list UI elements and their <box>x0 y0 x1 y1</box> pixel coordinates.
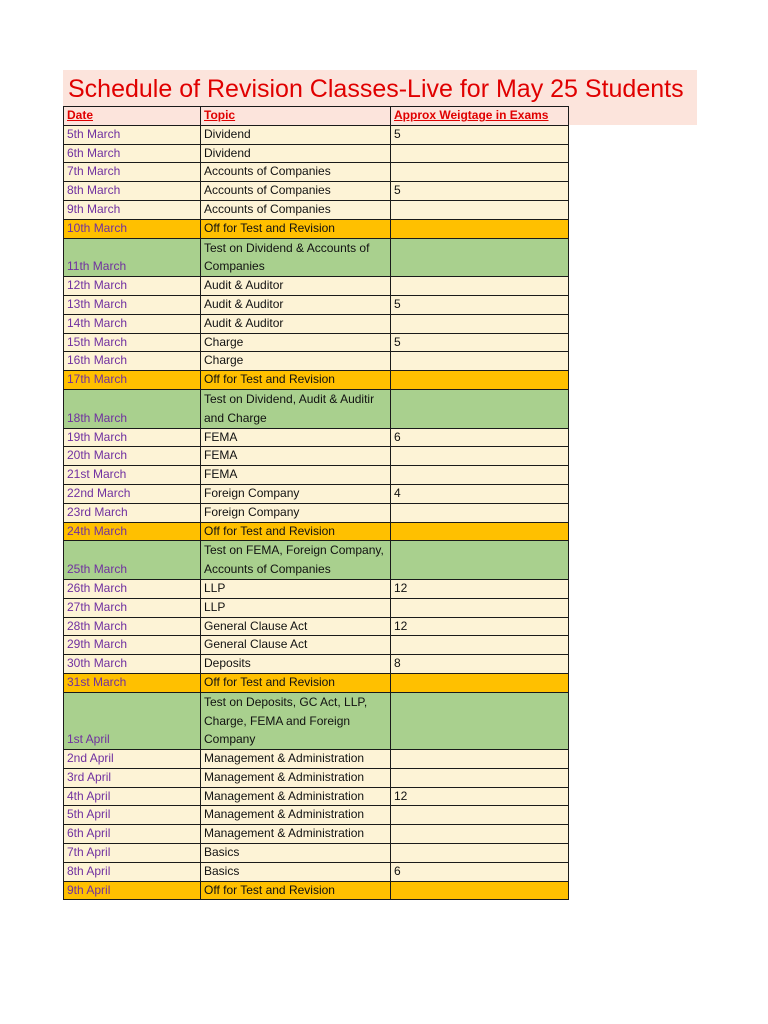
date-cell[interactable]: 30th March <box>64 655 201 674</box>
weightage-cell[interactable] <box>391 200 569 219</box>
topic-cell[interactable]: General Clause Act <box>201 636 391 655</box>
schedule-table <box>63 106 569 900</box>
table-row <box>64 144 569 163</box>
weightage-cell[interactable] <box>391 371 569 390</box>
weightage-cell[interactable] <box>391 768 569 787</box>
date-cell[interactable]: 6th April <box>64 825 201 844</box>
date-cell[interactable]: 4th April <box>64 787 201 806</box>
topic-cell[interactable]: Test on FEMA, Foreign Company, Accounts of Companies <box>201 541 391 580</box>
date-cell[interactable]: 24th March <box>64 522 201 541</box>
topic-cell[interactable]: Deposits <box>201 655 391 674</box>
weightage-cell[interactable] <box>391 447 569 466</box>
date-cell[interactable]: 7th April <box>64 844 201 863</box>
table-row <box>64 200 569 219</box>
table-row <box>64 447 569 466</box>
topic-cell[interactable]: LLP <box>201 579 391 598</box>
date-cell[interactable]: 15th March <box>64 333 201 352</box>
date-cell[interactable]: 8th April <box>64 862 201 881</box>
table-row <box>64 862 569 881</box>
table-row <box>64 673 569 692</box>
date-cell[interactable]: 31st March <box>64 673 201 692</box>
date-cell[interactable]: 22nd March <box>64 484 201 503</box>
weightage-cell[interactable] <box>391 238 569 277</box>
weightage-cell[interactable] <box>391 692 569 749</box>
weightage-cell[interactable] <box>391 750 569 769</box>
topic-cell[interactable]: Test on Dividend, Audit & Auditir and Charge <box>201 389 391 428</box>
date-cell[interactable]: 9th March <box>64 200 201 219</box>
topic-cell[interactable]: FEMA <box>201 466 391 485</box>
table-row <box>64 314 569 333</box>
table-row <box>64 333 569 352</box>
topic-cell[interactable]: Management & Administration <box>201 750 391 769</box>
topic-cell[interactable]: Foreign Company <box>201 503 391 522</box>
schedule-body <box>64 125 569 900</box>
topic-cell[interactable]: Basics <box>201 844 391 863</box>
table-row <box>64 579 569 598</box>
date-cell[interactable]: 12th March <box>64 277 201 296</box>
table-row <box>64 163 569 182</box>
table-row <box>64 806 569 825</box>
topic-cell[interactable]: Test on Dividend & Accounts of Companies <box>201 238 391 277</box>
table-row <box>64 825 569 844</box>
weightage-column-header[interactable]: Approx Weigtage in Exams <box>391 107 569 126</box>
weightage-cell[interactable] <box>391 352 569 371</box>
topic-cell[interactable]: Accounts of Companies <box>201 182 391 201</box>
weightage-cell[interactable] <box>391 881 569 900</box>
date-cell[interactable]: 13th March <box>64 295 201 314</box>
date-cell[interactable]: 25th March <box>64 541 201 580</box>
date-cell[interactable]: 16th March <box>64 352 201 371</box>
date-cell[interactable]: 17th March <box>64 371 201 390</box>
date-cell[interactable]: 11th March <box>64 238 201 277</box>
date-cell[interactable]: 5th April <box>64 806 201 825</box>
table-row <box>64 881 569 900</box>
page-title: Schedule of Revision Classes-Live for May 25 Students <box>68 75 684 103</box>
table-row <box>64 768 569 787</box>
topic-cell[interactable]: Charge <box>201 333 391 352</box>
date-cell[interactable]: 1st April <box>64 692 201 749</box>
date-cell[interactable]: 19th March <box>64 428 201 447</box>
weightage-cell[interactable]: 12 <box>391 787 569 806</box>
weightage-cell[interactable] <box>391 806 569 825</box>
date-cell[interactable]: 6th March <box>64 144 201 163</box>
date-cell[interactable]: 29th March <box>64 636 201 655</box>
weightage-cell[interactable] <box>391 277 569 296</box>
table-row <box>64 277 569 296</box>
topic-cell[interactable]: Off for Test and Revision <box>201 522 391 541</box>
table-row <box>64 844 569 863</box>
topic-cell[interactable]: LLP <box>201 598 391 617</box>
weightage-cell[interactable] <box>391 844 569 863</box>
table-row <box>64 787 569 806</box>
weightage-cell[interactable]: 6 <box>391 862 569 881</box>
date-cell[interactable]: 20th March <box>64 447 201 466</box>
weightage-cell[interactable] <box>391 522 569 541</box>
table-row <box>64 503 569 522</box>
topic-cell[interactable]: FEMA <box>201 428 391 447</box>
topic-cell[interactable]: Management & Administration <box>201 825 391 844</box>
weightage-cell[interactable]: 5 <box>391 333 569 352</box>
weightage-cell[interactable] <box>391 825 569 844</box>
table-row <box>64 182 569 201</box>
topic-cell[interactable]: Off for Test and Revision <box>201 881 391 900</box>
date-cell[interactable]: 23rd March <box>64 503 201 522</box>
date-cell[interactable]: 10th March <box>64 219 201 238</box>
date-cell[interactable]: 2nd April <box>64 750 201 769</box>
date-cell[interactable]: 8th March <box>64 182 201 201</box>
table-row <box>64 617 569 636</box>
date-cell[interactable]: 7th March <box>64 163 201 182</box>
date-cell[interactable]: 26th March <box>64 579 201 598</box>
weightage-cell[interactable] <box>391 163 569 182</box>
weightage-cell[interactable] <box>391 636 569 655</box>
topic-cell[interactable]: Management & Administration <box>201 806 391 825</box>
topic-cell[interactable]: Dividend <box>201 144 391 163</box>
topic-cell[interactable]: Dividend <box>201 125 391 144</box>
weightage-cell[interactable]: 12 <box>391 579 569 598</box>
topic-cell[interactable]: General Clause Act <box>201 617 391 636</box>
weightage-cell[interactable]: 6 <box>391 428 569 447</box>
table-row <box>64 389 569 428</box>
table-row <box>64 655 569 674</box>
weightage-cell[interactable] <box>391 389 569 428</box>
table-row <box>64 750 569 769</box>
weightage-cell[interactable] <box>391 503 569 522</box>
topic-cell[interactable]: Audit & Auditor <box>201 277 391 296</box>
weightage-cell[interactable]: 5 <box>391 295 569 314</box>
table-row <box>64 522 569 541</box>
weightage-cell[interactable] <box>391 219 569 238</box>
topic-cell[interactable]: Test on Deposits, GC Act, LLP, Charge, FEMA and Foreign Company <box>201 692 391 749</box>
weightage-cell[interactable] <box>391 314 569 333</box>
date-column-header[interactable]: Date <box>64 107 201 126</box>
date-cell[interactable]: 9th April <box>64 881 201 900</box>
topic-cell[interactable]: Accounts of Companies <box>201 163 391 182</box>
topic-cell[interactable]: Audit & Auditor <box>201 295 391 314</box>
topic-column-header[interactable]: Topic <box>201 107 391 126</box>
table-row <box>64 125 569 144</box>
topic-cell[interactable]: Accounts of Companies <box>201 200 391 219</box>
table-row <box>64 219 569 238</box>
date-cell[interactable]: 14th March <box>64 314 201 333</box>
topic-cell[interactable]: Audit & Auditor <box>201 314 391 333</box>
table-row <box>64 466 569 485</box>
table-row <box>64 541 569 580</box>
weightage-cell[interactable] <box>391 466 569 485</box>
table-row <box>64 352 569 371</box>
weightage-cell[interactable] <box>391 598 569 617</box>
table-row <box>64 238 569 277</box>
topic-cell[interactable]: Foreign Company <box>201 484 391 503</box>
table-row <box>64 598 569 617</box>
topic-cell[interactable]: Off for Test and Revision <box>201 219 391 238</box>
table-row <box>64 692 569 749</box>
weightage-cell[interactable] <box>391 144 569 163</box>
topic-cell[interactable]: Management & Administration <box>201 768 391 787</box>
weightage-cell[interactable] <box>391 541 569 580</box>
date-cell[interactable]: 3rd April <box>64 768 201 787</box>
table-row <box>64 295 569 314</box>
topic-cell[interactable]: Charge <box>201 352 391 371</box>
topic-cell[interactable]: Basics <box>201 862 391 881</box>
weightage-cell[interactable]: 5 <box>391 125 569 144</box>
topic-cell[interactable]: FEMA <box>201 447 391 466</box>
date-cell[interactable]: 28th March <box>64 617 201 636</box>
topic-cell[interactable]: Off for Test and Revision <box>201 673 391 692</box>
header-row <box>64 107 569 126</box>
weightage-cell[interactable]: 4 <box>391 484 569 503</box>
topic-cell[interactable]: Management & Administration <box>201 787 391 806</box>
table-row <box>64 428 569 447</box>
table-row <box>64 636 569 655</box>
date-cell[interactable]: 27th March <box>64 598 201 617</box>
date-cell[interactable]: 18th March <box>64 389 201 428</box>
table-row <box>64 371 569 390</box>
weightage-cell[interactable]: 8 <box>391 655 569 674</box>
date-cell[interactable]: 21st March <box>64 466 201 485</box>
date-cell[interactable]: 5th March <box>64 125 201 144</box>
table-row <box>64 484 569 503</box>
weightage-cell[interactable] <box>391 673 569 692</box>
weightage-cell[interactable]: 5 <box>391 182 569 201</box>
topic-cell[interactable]: Off for Test and Revision <box>201 371 391 390</box>
weightage-cell[interactable]: 12 <box>391 617 569 636</box>
